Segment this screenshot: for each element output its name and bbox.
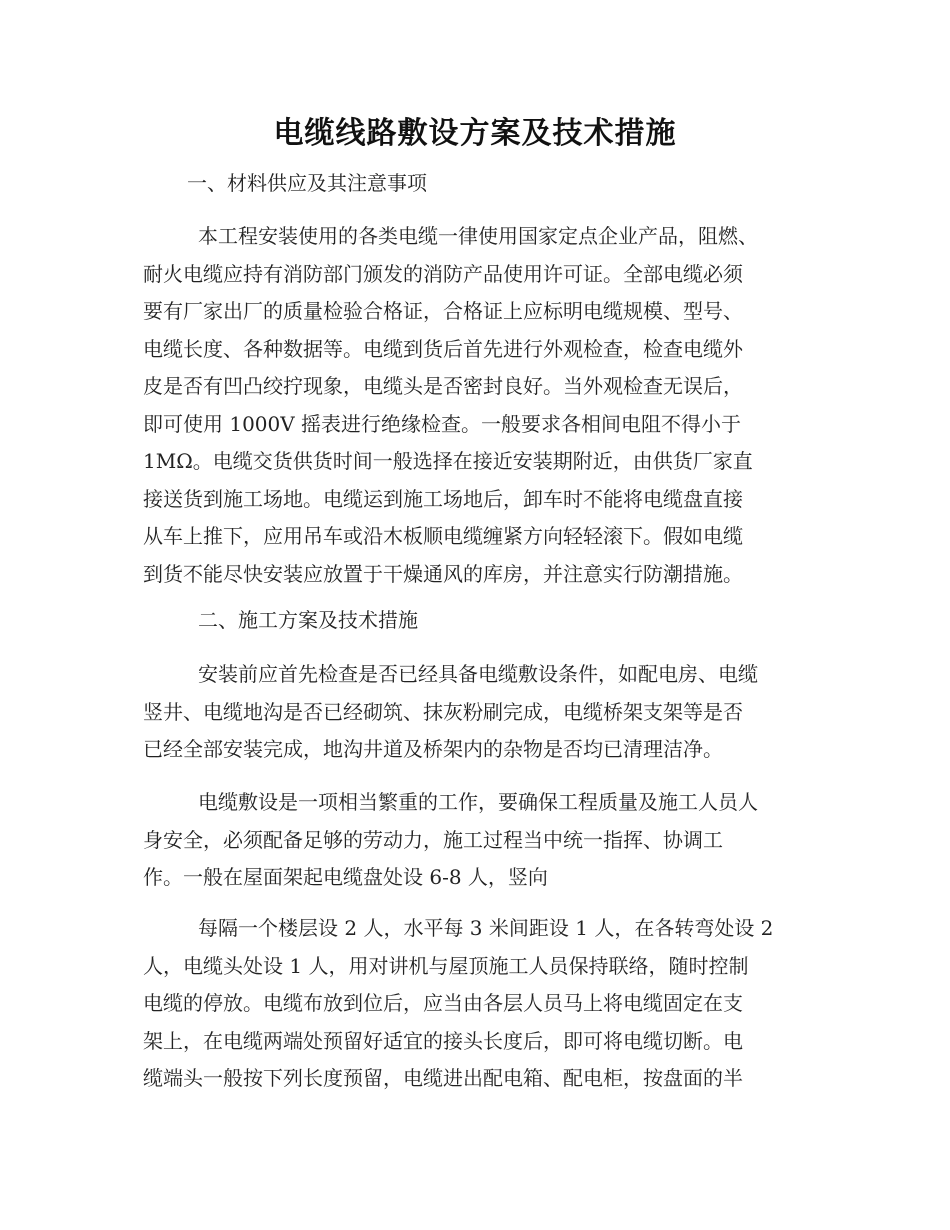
text-line: 从车上推下，应用吊车或沿木板顺电缆缠紧方向轻轻滚下。假如电缆 bbox=[143, 524, 743, 548]
text-line: 本工程安装使用的各类电缆一律使用国家定点企业产品，阻燃、 bbox=[198, 224, 758, 248]
text-line: 接送货到施工场地。电缆运到施工场地后，卸车时不能将电缆盘直接 bbox=[143, 486, 743, 511]
text-line: 1MΩ。电缆交货供货时间一般选择在接近安装期附近，由供货厂家直 bbox=[143, 449, 753, 473]
text-line: 安装前应首先检查是否已经具备电缆敷设条件，如配电房、电缆 bbox=[198, 662, 758, 686]
paragraph-materials bbox=[143, 218, 813, 593]
text-line: 电缆的停放。电缆布放到位后，应当由各层人员马上将电缆固定在支 bbox=[143, 991, 743, 1015]
text-line: 皮是否有凹凸绞拧现象，电缆头是否密封良好。当外观检查无误后， bbox=[143, 374, 743, 398]
paragraph-labor bbox=[143, 784, 813, 897]
paragraph-preparation bbox=[143, 656, 813, 769]
text-line: 耐火电缆应持有消防部门颁发的消防产品使用许可证。全部电缆必须 bbox=[143, 261, 743, 286]
document-title: 电缆线路敷设方案及技术措施 bbox=[273, 116, 677, 151]
text-line: 要有厂家出厂的质量检验合格证，合格证上应标明电缆规模、型号、 bbox=[143, 299, 743, 323]
text-line: 竖井、电缆地沟是否已经砌筑、抹灰粉刷完成，电缆桥架支架等是否 bbox=[143, 699, 743, 724]
text-line: 每隔一个楼层设 2 人，水平每 3 米间距设 1 人，在各转弯处设 2 bbox=[198, 916, 774, 940]
text-line: 缆端头一般按下列长度预留，电缆进出配电箱、配电柜，按盘面的半 bbox=[143, 1066, 743, 1090]
text-line: 人，电缆头处设 1 人，用对讲机与屋顶施工人员保持联络，随时控制 bbox=[143, 953, 749, 978]
text-line: 电缆长度、各种数据等。电缆到货后首先进行外观检查，检查电缆外 bbox=[143, 336, 743, 361]
section-heading-construction: 二、施工方案及技术措施 bbox=[198, 608, 418, 632]
text-line: 到货不能尽快安装应放置于干燥通风的库房，并注意实行防潮措施。 bbox=[143, 561, 743, 586]
text-line: 即可使用 1000V 摇表进行绝缘检查。一般要求各相间电阻不得小于 bbox=[143, 411, 742, 436]
text-line: 作。一般在屋面架起电缆盘处设 6-8 人，竖向 bbox=[143, 865, 548, 889]
text-line: 已经全部安装完成，地沟井道及桥架内的杂物是否均已清理洁净。 bbox=[143, 737, 723, 761]
text-line: 身安全，必须配备足够的劳动力，施工过程当中统一指挥、协调工 bbox=[143, 827, 723, 852]
text-line: 架上，在电缆两端处预留好适宜的接头长度后，即可将电缆切断。电 bbox=[143, 1028, 743, 1053]
text-line: 电缆敷设是一项相当繁重的工作，要确保工程质量及施工人员人 bbox=[198, 790, 758, 814]
paragraph-staffing bbox=[143, 910, 813, 1098]
section-heading-materials: 一、材料供应及其注意事项 bbox=[187, 171, 427, 195]
